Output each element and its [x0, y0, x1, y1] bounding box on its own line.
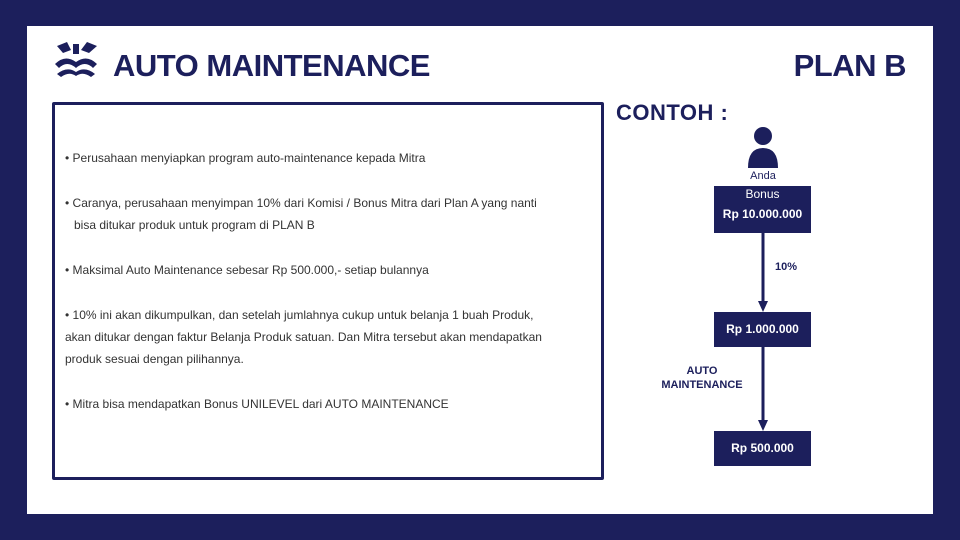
person-icon [748, 126, 778, 170]
bullet-text: produk sesuai dengan pilihannya. [65, 352, 244, 366]
page-title: AUTO MAINTENANCE [113, 48, 430, 83]
company-logo-icon [53, 40, 99, 78]
middle-amount-box: Rp 1.000.000 [714, 312, 811, 347]
bullet-text: • Maksimal Auto Maintenance sebesar Rp 500.000,- setiap bulannya [65, 263, 429, 277]
final-amount-box: Rp 500.000 [714, 431, 811, 466]
slide [27, 26, 933, 514]
percent-label: 10% [775, 261, 798, 273]
bullet-text: bisa ditukar produk untuk program di PLAN B [74, 218, 315, 232]
auto-label-line: MAINTENANCE [661, 379, 743, 391]
bullet-text: akan ditukar dengan faktur Belanja Produk satuan. Dan Mitra tersebut akan mendapatkan [65, 330, 542, 344]
person-label: Anda [750, 170, 776, 182]
bonus-box [714, 186, 811, 233]
arrow-down-icon [757, 347, 769, 431]
example-heading: CONTOH : [616, 100, 729, 125]
auto-maintenance-label [647, 364, 757, 392]
bullet-text: • Caranya, perusahaan menyimpan 10% dari Komisi / Bonus Mitra dari Plan A yang nanti [65, 196, 537, 210]
bonus-amount: Rp 10.000.000 [722, 207, 803, 221]
description-box [52, 102, 604, 480]
bonus-label: Bonus [745, 187, 780, 201]
bullet-text: • 10% ini akan dikumpulkan, dan setelah jumlahnya cukup untuk belanja 1 buah Produk, [65, 308, 534, 322]
bullet-text: • Mitra bisa mendapatkan Bonus UNILEVEL dari AUTO MAINTENANCE [65, 397, 449, 411]
arrow-down-icon [757, 233, 769, 312]
bullet-text: • Perusahaan menyiapkan program auto-maintenance kepada Mitra [65, 151, 426, 165]
plan-label: PLAN B [793, 48, 906, 83]
auto-label-line: AUTO [686, 365, 718, 377]
